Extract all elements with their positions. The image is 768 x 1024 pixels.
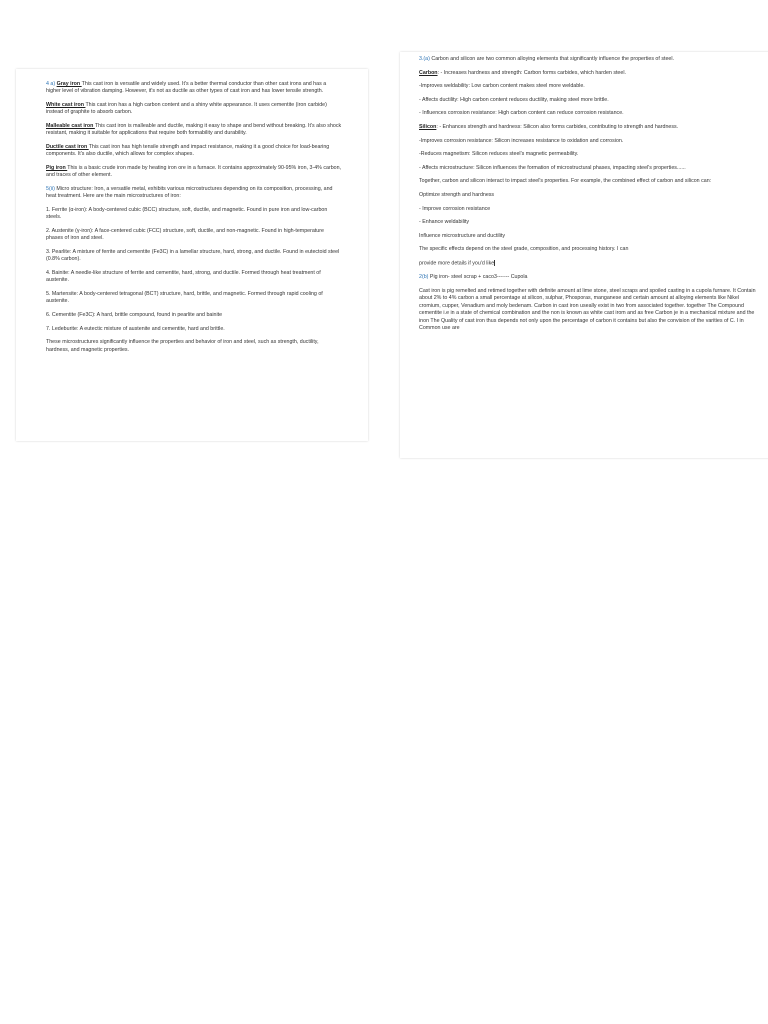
paragraph: 5(ii) Micro structure: Iron, a versatile metal, exhibits various microstructures depending on its composition, processing, and heat treatment. Here are the main microstructures of iron: <box>46 186 333 200</box>
paragraph: Silicon: - Enhances strength and hardness: Silicon also forms carbides, contributing to strength and hardness. <box>419 123 679 130</box>
list-item: 1. Ferrite (α-iron): A body-centered cubic (BCC) structure, soft, ductile, and magnetic. Found in pure iron and low-carbon steels. <box>46 207 328 221</box>
term-heading: Silicon <box>419 123 437 130</box>
paragraph: 4 a) Gray iron This cast iron is versatile and widely used. It's a better thermal conductor than other cast irons and has a higher level of vibration damping. However, it's not as ductile as other types of cast iron and has lower tensile strength. <box>46 81 327 95</box>
term-heading: Gray iron <box>56 81 82 87</box>
document-page-left <box>16 69 368 441</box>
paragraph: Cast iron is pig remelted and retimed together with definite amount at lime stone, steel scraps and spoiled casting in a cupola furnare. It Contain about 2% to 4% carbon a small percentage at silicon, sulphar, Phosporas, manganese and certain amount at alloying elements like Nikel cromium, cupper, Venadium and moly bedenam. Carbon in cast iron useally exist in two from associated together. together The Compound cementite i.e in a state of chemical combination and the non is known as white cast irom and as free Carbon je in a mechanical mixture and the inon The Quality of cast iron thus depends not only upon the percentage of carbon it contains but also the convision of the varities of C. I in Common use are <box>419 287 756 332</box>
list-item: 2. Austenite (γ-iron): A face-centered cubic (FCC) structure, soft, ductile, and non-magnetic. Found in high-temperature phases of iron and steel. <box>46 228 324 242</box>
document-page-right <box>400 52 768 458</box>
paragraph: Carbon: - Increases hardness and strength: Carbon forms carbides, which harden steel. <box>419 69 626 76</box>
paragraph: provide more details if you'd like <box>419 260 495 267</box>
list-item: - Affects ductility: High carbon content reduces ductility, making steel more brittle. <box>419 96 609 103</box>
list-item: 3. Pearlite: A mixture of ferrite and cementite (Fe3C) in a lamellar structure, hard, strong, and ductile. Found in eutectoid steel (0.8% carbon). <box>46 249 340 263</box>
list-item: - Influences corrosion resistance: High carbon content can reduce corrosion resistance. <box>419 110 624 117</box>
term-heading: White cast iron <box>46 102 86 108</box>
paragraph: White cast iron This cast iron has a high carbon content and a shiny white appearance. It uses cementite (iron carbide) instead of graphite to absorb carbon. <box>46 102 327 116</box>
term-heading: Ductile cast iron <box>46 144 89 150</box>
term-heading: Pig iron <box>46 165 68 171</box>
list-item: - Improve corrosion resistance <box>419 205 491 212</box>
paragraph: 2(b) Pig iron- steel scrap + caco3------- Cupola <box>419 273 528 280</box>
list-item: - Enhance weldability <box>419 219 470 226</box>
list-item: 5. Martensite: A body-centered tetragonal (BCT) structure, hard, brittle, and magnetic. Formed through rapid cooling of austenite. <box>46 291 323 305</box>
text-column[interactable] <box>419 56 759 339</box>
list-item: 6. Cementite (Fe3C): A hard, brittle compound, found in pearlite and bainite <box>46 312 223 318</box>
paragraph: The specific effects depend on the steel grade, composition, and processing history. I can <box>419 246 629 253</box>
term-heading: Carbon <box>419 69 438 76</box>
paragraph: These microstructures significantly influence the properties and behavior of iron and steel, such as strength, ductility, hardness, and magnetic properties. <box>46 339 319 353</box>
list-item: -Improves weldability: Low carbon content makes steel more weldable. <box>419 83 585 90</box>
text-column[interactable] <box>46 81 342 360</box>
list-item: 7. Ledeburite: A eutectic mixture of austenite and cementite, hard and brittle. <box>46 325 225 332</box>
paragraph: 3.(a) Carbon and silicon are two common alloying elements that significantly influence the properties of steel. <box>419 56 674 62</box>
list-item: -Improves corrosion resistance: Silicon increases resistance to oxidation and corrosion. <box>419 137 624 144</box>
text-cursor <box>494 260 495 266</box>
list-item: - Affects microstructure: Silicon influences the formation of microstructural phases, impacting steel's properties...... <box>419 164 686 171</box>
list-item: -Reduces magnetism: Silicon reduces steel's magnetic permeability. <box>419 151 579 158</box>
paragraph: Together, carbon and silicon interact to impact steel's properties. For example, the combined effect of carbon and silicon can: <box>419 178 712 185</box>
list-item: Optimize strength and hardness <box>419 191 495 198</box>
paragraph: Malleable cast iron This cast iron is malleable and ductile, making it easy to shape and bend without breaking. It's also shock resistant, making it suitable for applications that require both formability and durability. <box>46 123 342 137</box>
term-heading: Malleable cast iron <box>46 123 95 129</box>
paragraph: Ductile cast iron This cast iron has high tensile strength and impact resistance, making it a good choice for load-bearing components. It's also ductile, which allows for complex shapes. <box>46 144 330 158</box>
list-item: Influence microstructure and ductility <box>419 232 505 239</box>
paragraph: Pig iron This is a basic crude iron made by heating iron ore in a furnace. It contains approximately 90-95% iron, 3-4% carbon, and traces of other element. <box>46 165 342 179</box>
list-item: 4. Bainite: A needle-like structure of ferrite and cementite, hard, strong, and ductile. Formed through heat treatment of austenite. <box>46 270 321 284</box>
